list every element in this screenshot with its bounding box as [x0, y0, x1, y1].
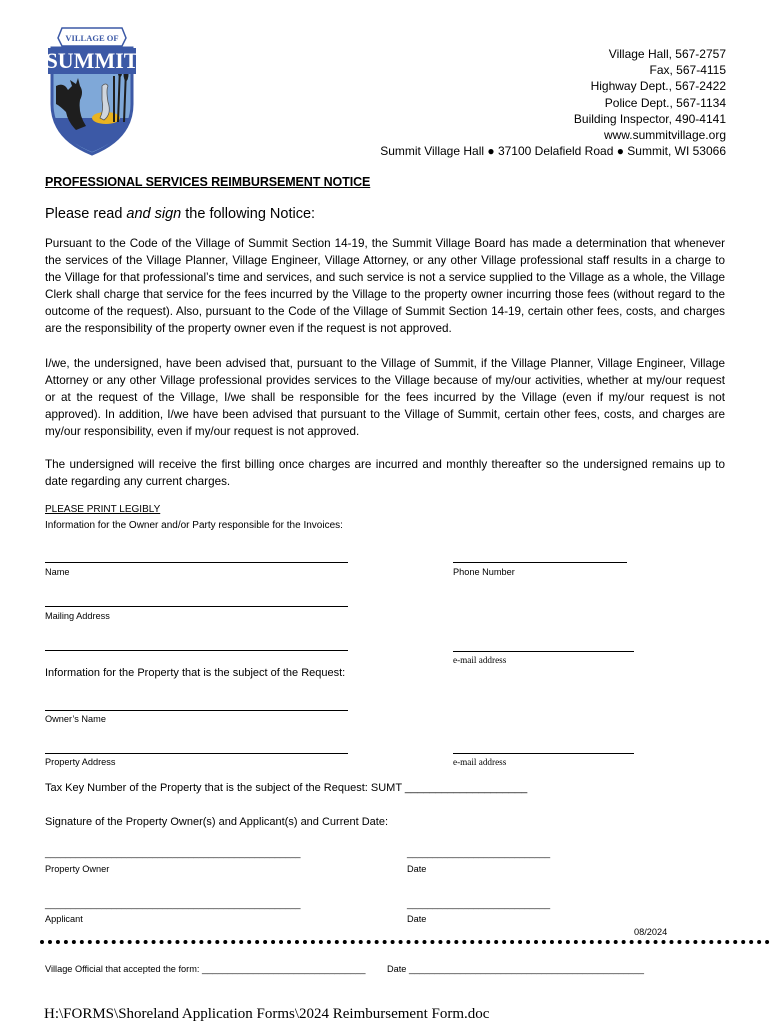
village-logo [46, 26, 138, 158]
name-field-line[interactable] [45, 562, 348, 563]
signature-heading: Signature of the Property Owner(s) and Applicant(s) and Current Date: [45, 816, 389, 828]
notice-paragraph-2: I/we, the undersigned, have been advised that, pursuant to the Village of Summit, if the Village Planner, Village Engineer, Village Attorney or any other Village professional provides services to the Village because of my/our activities, whether at my/our request or at the request of the Village, I/we shall be responsible for the fees incurred by the Village (even if my/our request is not approved). In addition, I/we have been advised that pursuant to the Village of Summit, certain other fees, costs, and charges are my/our responsibility, even if my/our request is not approved. [45, 357, 725, 438]
property-owner-label: Property Owner [45, 864, 110, 874]
owners-name-field-line[interactable] [45, 710, 348, 711]
contact-block [380, 46, 726, 159]
applicant-date-label: Date [407, 914, 427, 924]
intro-emphasis: and sign [126, 206, 182, 222]
phone-label: Phone Number [453, 567, 515, 577]
name-label: Name [45, 567, 70, 577]
email-field-line[interactable] [453, 651, 634, 652]
email-label: e-mail address [453, 655, 507, 665]
contact-building-inspector: Building Inspector, 490-4141 [573, 111, 726, 126]
phone-field-line[interactable] [453, 562, 627, 563]
mailing-address-field-line[interactable] [45, 606, 348, 607]
logo-top-text: VILLAGE OF [65, 33, 119, 43]
owners-name-label: Owner’s Name [45, 714, 106, 724]
notice-paragraph-3: The undersigned will receive the first billing once charges are incurred and monthly thereafter so the undersigned remains up to date regarding any current charges. [45, 458, 725, 488]
file-path-footer: H:\FORMS\Shoreland Application Forms\2024 Reimbursement Form.doc [44, 1006, 490, 1022]
notice-paragraph-1: Pursuant to the Code of the Village of Summit Section 14-19, the Summit Village Board has made a determination that whenever the services of the Village Planner, Village Engineer, Village Attorney, or any other Village professional staff results in a charge to the Village for that professional’s time and services, and such service is not a service supplied to the Village as a whole, the Village Clerk shall charge that service for the fees incurred by the Village to the property owner incurring those fees (without regard to the outcome of the request). Also, pursuant to the Code of the Village of Summit Section 14-19, certain other fees, costs, and charges are the responsibility of the property owner even if the request is not approved. [45, 237, 725, 335]
logo-main-text: SUMMIT [46, 48, 138, 73]
owner-info-heading: Information for the Owner and/or Party responsible for the Invoices: [45, 520, 343, 531]
mailing-address-line-2[interactable] [45, 650, 348, 651]
contact-village-hall: Village Hall, 567-2757 [608, 47, 726, 61]
separator-dotted [40, 940, 770, 944]
contact-police: Police Dept., 567-1134 [604, 95, 726, 110]
applicant-signature-line[interactable]: __________________________________________________ [45, 899, 301, 909]
contact-website[interactable]: www.summitvillage.org [603, 128, 726, 143]
property-owner-date-line[interactable]: ____________________________ [407, 848, 551, 858]
intro-pre: Please read [45, 206, 127, 222]
contact-address: Summit Village Hall ● 37100 Delafield Road ● Summit, WI 53066 [380, 144, 726, 159]
intro-post: the following Notice: [181, 206, 316, 222]
property-email-field-line[interactable] [453, 753, 634, 754]
applicant-label: Applicant [45, 914, 83, 924]
property-owner-signature-line[interactable]: __________________________________________________ [45, 848, 301, 858]
property-address-field-line[interactable] [45, 753, 348, 754]
official-date-line[interactable]: Date ______________________________________________ [387, 964, 645, 974]
property-email-label: e-mail address [453, 757, 507, 767]
revision-date: 08/2024 [634, 927, 668, 937]
print-legibly: PLEASE PRINT LEGIBLY [45, 504, 161, 515]
tax-key-field[interactable]: Tax Key Number of the Property that is the subject of the Request: SUMT ____________________ [45, 782, 528, 794]
official-accepted-line[interactable]: Village Official that accepted the form: ________________________________ [45, 964, 366, 974]
mailing-address-label: Mailing Address [45, 611, 110, 621]
page-title: PROFESSIONAL SERVICES REIMBURSEMENT NOTICE [45, 175, 371, 189]
property-address-label: Property Address [45, 757, 116, 767]
contact-highway: Highway Dept., 567-2422 [590, 79, 726, 94]
applicant-date-line[interactable]: ____________________________ [407, 899, 551, 909]
contact-fax: Fax, 567-4115 [649, 63, 726, 78]
summit-crest-icon [46, 26, 138, 158]
property-owner-date-label: Date [407, 864, 427, 874]
property-info-heading: Information for the Property that is the subject of the Request: [45, 667, 346, 679]
intro-line [45, 206, 315, 222]
